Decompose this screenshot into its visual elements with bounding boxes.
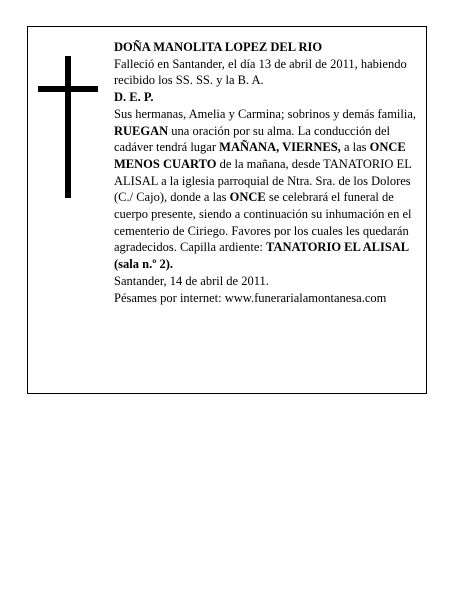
deceased-name: DOÑA MANOLITA LOPEZ DEL RIO (114, 40, 323, 54)
notice-text (114, 39, 419, 306)
funeral-time-text: ONCE (229, 190, 266, 205)
details-text-1: una oración por su alma. La conducción del cadáver tendrá lugar (114, 123, 390, 155)
date-line: Santander, 14 de abril de 2011. (114, 273, 269, 288)
details-text-3: de la mañana, desde TANATORIO EL ALISAL a la iglesia parroquial de Ntra. Sra. de los Dolores (C./ Cajo), donde a las (114, 156, 412, 205)
family-line: Sus hermanas, Amelia y Carmina; sobrinos y demás familia, (114, 106, 417, 121)
day-text: MAÑANA, VIERNES, (219, 140, 341, 155)
dep-line: D. E. P. (114, 90, 154, 105)
obituary-notice (27, 26, 427, 394)
details-text-4: se celebrará el funeral de cuerpo presente, siendo a continuación su inhumación en el cementerio de Ciriego. Favores por los cuales les quedarán agradecidos. Capilla ardiente: (114, 190, 412, 255)
cross-bar (38, 86, 98, 92)
chapel-text: TANATORIO EL ALISAL (sala n.º 2). (114, 240, 409, 272)
ruegan-word: RUEGAN (114, 123, 169, 138)
cross-icon (65, 56, 71, 198)
details-text-2: a las (340, 140, 370, 155)
time-text: ONCE MENOS CUARTO (114, 140, 406, 171)
condolences-line: Pésames por internet: www.funerarialamontanesa.com (114, 290, 387, 305)
funeral-details (114, 123, 419, 273)
death-statement: Falleció en Santander, el día 13 de abril de 2011, habiendo recibido los SS. SS. y la B. A. (114, 56, 407, 88)
